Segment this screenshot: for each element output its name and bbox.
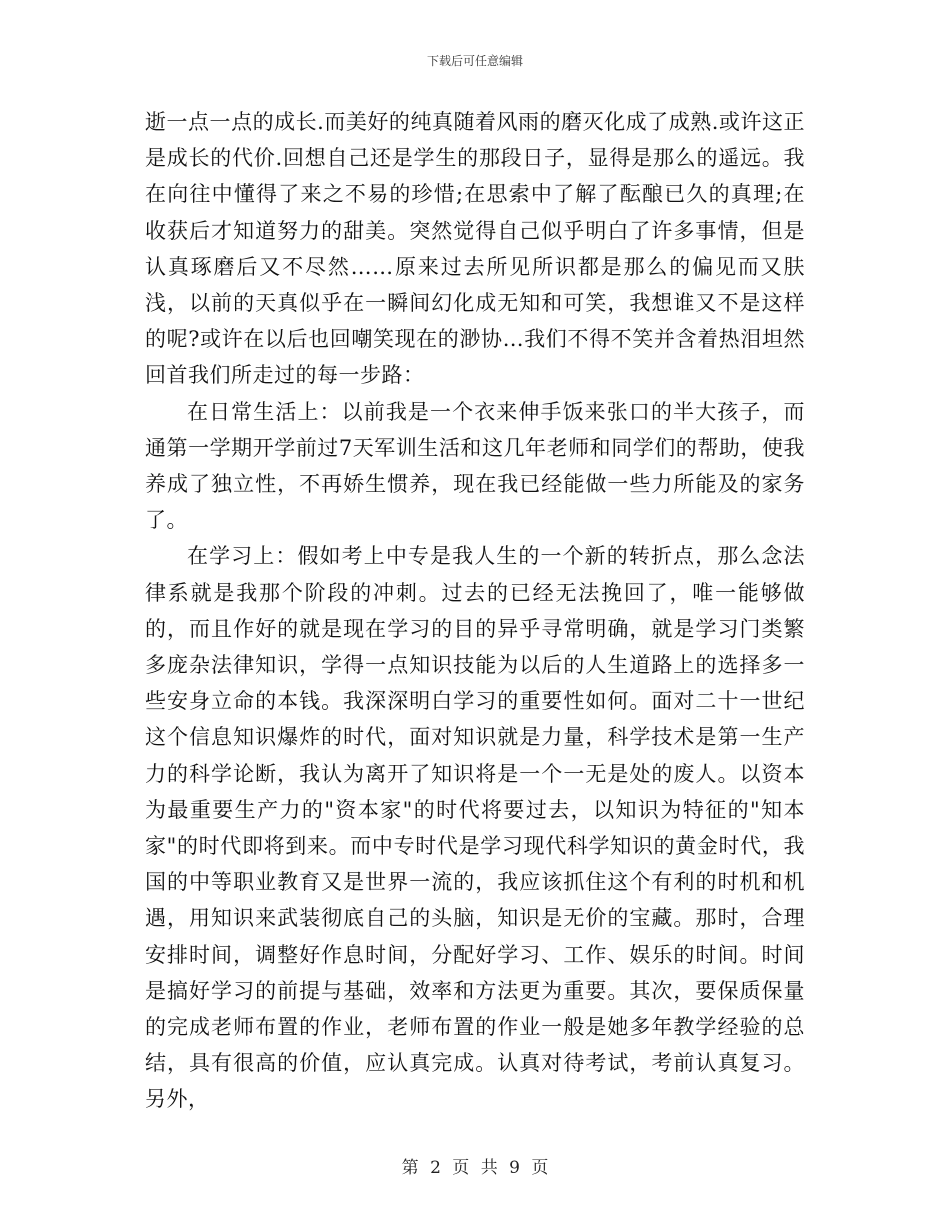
- paragraph-1: 逝一点一点的成长.而美好的纯真随着风雨的磨灭化成了成熟.或许这正是成长的代价.回想自己还是学生的那段日子，显得是那么的遥远。我在向往中懂得了来之不易的珍惜;在思索中了解了酝酿已久的真理;在收获后才知道努力的甜美。突然觉得自己似乎明白了许多事情，但是认真琢磨后又不尽然……原来过去所见所识都是那么的偏见而又肤浅，以前的天真似乎在一瞬间幻化成无知和可笑，我想谁又不是这样的呢?或许在以后也回嘲笑现在的渺协…我们不得不笑并含着热泪坦然回首我们所走过的每一步路：: [145, 110, 805, 388]
- page-number: 第 2 页 共 9 页: [401, 1158, 549, 1178]
- header-note: 下载后可任意编辑: [426, 54, 523, 68]
- paragraph-2: 在日常生活上：以前我是一个衣来伸手饭来张口的半大孩子，而通第一学期开学前过7天军训生活和这几年老师和同学们的帮助，使我养成了独立性，不再娇生惯养，现在我已经能做一些力所能及的家务了。: [145, 399, 805, 533]
- document-body: [145, 104, 805, 1118]
- paragraph-3: 在学习上：假如考上中专是我人生的一个新的转折点，那么念法律系就是我那个阶段的冲刺。过去的已经无法挽回了，唯一能够做的，而且作好的就是现在学习的目的异乎寻常明确，就是学习门类繁多庞杂法律知识，学得一点知识技能为以后的人生道路上的选择多一些安身立命的本钱。我深深明白学习的重要性如何。面对二十一世纪这个信息知识爆炸的时代，面对知识就是力量，科学技术是第一生产力的科学论断，我认为离开了知识将是一个一无是处的废人。以资本为最重要生产力的"资本家"的时代将要过去，以知识为特征的"知本家"的时代即将到来。而中专时代是学习现代科学知识的黄金时代，我国的中等职业教育又是世界一流的，我应该抓住这个有利的时机和机遇，用知识来武装彻底自己的头脑，知识是无价的宝藏。那时，合理安排时间，调整好作息时间，分配好学习、工作、娱乐的时间。时间是搞好学习的前提与基础，效率和方法更为重要。其次，要保质保量的完成老师布置的作业，老师布置的作业一般是她多年教学经验的总结，具有很高的价值，应认真完成。认真对待考试，考前认真复习。另外，: [145, 544, 805, 1112]
